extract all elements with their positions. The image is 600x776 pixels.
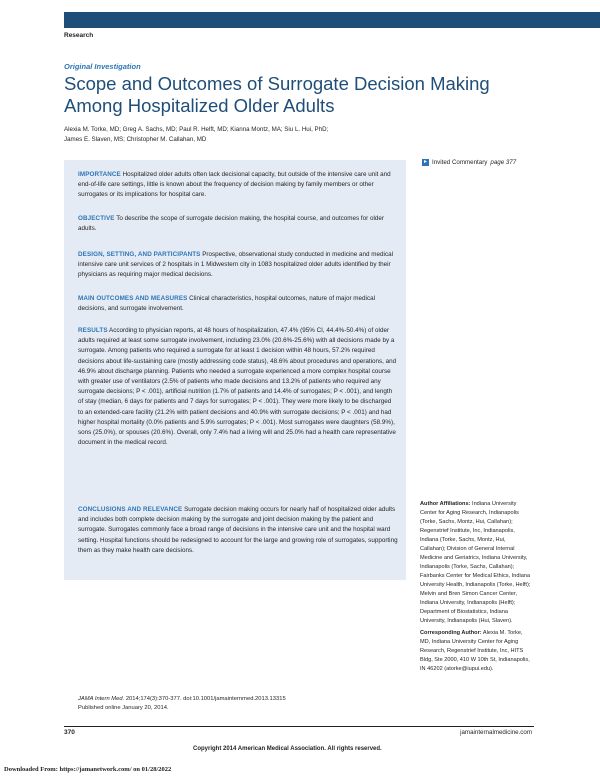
author-list (64, 125, 424, 145)
corresponding-text: Alexia M. Torke, MD, Indiana University Center for Aging Research, Regenstrief Institute, Inc, HITS Bldg, Ste 2000, 410 W 10th St, Indianapolis, IN 46202 (atorke@iupui.edu). (420, 630, 530, 672)
abstract-importance (78, 170, 398, 201)
abstract-text: According to physician reports, at 48 hours of hospitalization, 47.4% (95% CI, 44.4%-50.4%) of older adults required at least some surrogate involvement, including 23.0% (20.6%-25.6%) with all decisions made by a surrogate. Among patients who required a surrogate for at least 1 decision within 48 hours, 57.2% required decisions about life-sustaining care (mostly addressing code status), 48.6% about procedures and operations, and 46.9% about discharge planning. Patients who needed a surrogate experienced a more complex hospital course with greater use of ventilators (2.5% of patients who made decisions and 13.2% of patients who required any surrogate decisions; P < .001), artificial nutrition (1.7% of patients and 14.4% of surrogates; P < .001), and length of stay (median, 6 days for patients and 7 days for surrogates; P < .001). They were more likely to be discharged to an extended-care facility (21.2% with patient decisions and 40.9% with surrogate decisions; P < .001) and had higher hospital mortality (0.0% patients and 5.9% surrogates; P < .001). Most surrogates were daughters (58.9%), sons (25.0%), or spouses (20.6%). Overall, only 7.4% had a living will and 25.0% had a health care representative document in the medical record. (78, 327, 397, 447)
invited-commentary-label: Invited Commentary (432, 159, 488, 166)
corresponding-author (420, 629, 532, 674)
download-stamp: Downloaded From: https://jamanetwork.com/ on 01/28/2022 (4, 766, 172, 773)
abstract-text: Clinical characteristics, hospital outcomes, nature of major medical decisions, and surrogate involvement. (78, 295, 376, 313)
abstract-heading: IMPORTANCE (78, 171, 121, 178)
abstract-heading: MAIN OUTCOMES AND MEASURES (78, 295, 188, 302)
journal-url-link[interactable]: jamainternalmedicine.com (460, 729, 532, 736)
abstract-text: Surrogate decision making occurs for nearly half of hospitalized older adults and includes both complete decision making by the surrogate and joint decision making by the patient and surrogate. Surrogates commonly face a broad range of decisions in the intensive care unit and the hospital ward setting. Hospital functions should be redesigned to account for the large and growing role of surrogates, supporting them as they make health care decisions. (78, 506, 398, 554)
abstract-design (78, 250, 398, 281)
corresponding-label: Corresponding Author: (420, 630, 482, 636)
sidebar-notes (420, 500, 532, 677)
article-title: Scope and Outcomes of Surrogate Decision Making Among Hospitalized Older Adults (64, 73, 490, 116)
journal-header-bar (64, 12, 600, 28)
abstract-text: Hospitalized older adults often lack decisional capacity, but outside of the intensive care unit and end-of-life care settings, little is known about the frequency of decision making by family members or other surrogates or its implications for hospital care. (78, 171, 391, 199)
footer-divider (64, 726, 534, 727)
abstract-heading: RESULTS (78, 327, 108, 334)
abstract-outcomes (78, 294, 398, 314)
invited-commentary-link[interactable] (422, 159, 516, 166)
citation-details: 2014;174(3):370-377. doi:10.1001/jamainternmed.2013.13315 (125, 696, 286, 702)
citation-published: Published online January 20, 2014. (78, 705, 169, 711)
affiliations-label: Author Affiliations: (420, 501, 471, 507)
abstract-heading: DESIGN, SETTING, AND PARTICIPANTS (78, 251, 201, 258)
affiliations-text: Indiana University Center for Aging Research, Indianapolis (Torke, Sachs, Montz, Hui, Callahan); Regenstrief Institute, Inc, Indianapolis, Indiana (Torke, Sachs, Montz, Hui, Callahan); Division of General Internal Medicine and Geriatrics, Indiana University, Indianapolis (Torke, Sachs, Callahan); Fairbanks Center for Medical Ethics, Indiana University Health, Indianapolis (Torke, Helft); Melvin and Bren Simon Cancer Center, Indiana University, Indianapolis (Helft); Department of Biostatistics, Indiana University, Indianapolis (Hui, Slaven). (420, 501, 531, 624)
abstract-text: Prospective, observational study conducted in medicine and medical intensive care unit services of 2 hospitals in 1 Midwestern city in 1083 hospitalized older adults identified by their physicians as requiring major medical decisions. (78, 251, 393, 279)
copyright-notice: Copyright 2014 American Medical Association. All rights reserved. (193, 746, 382, 752)
abstract-objective (78, 214, 398, 234)
abstract-text: To describe the scope of surrogate decision making, the hospital course, and outcomes for older adults. (78, 215, 385, 233)
invited-commentary-page: page 377 (490, 159, 517, 166)
abstract-box (64, 160, 406, 580)
abstract-heading: CONCLUSIONS AND RELEVANCE (78, 506, 183, 513)
authors-line-2: James E. Slaven, MS; Christopher M. Callahan, MD (64, 136, 207, 143)
article-type: Original Investigation (64, 62, 141, 71)
page-number: 370 (64, 729, 75, 736)
author-affiliations (420, 500, 532, 626)
citation-journal: JAMA Intern Med. (78, 696, 125, 702)
citation (78, 695, 408, 713)
abstract-heading: OBJECTIVE (78, 215, 115, 222)
authors-line-1: Alexia M. Torke, MD; Greg A. Sachs, MD; Paul R. Helft, MD; Kianna Montz, MA; Siu L. Hui, PhD; (64, 126, 329, 133)
section-label: Research (64, 32, 94, 39)
arrow-right-icon: ▸ (423, 159, 427, 165)
abstract-conclusions (78, 505, 398, 556)
abstract-results (78, 326, 398, 448)
